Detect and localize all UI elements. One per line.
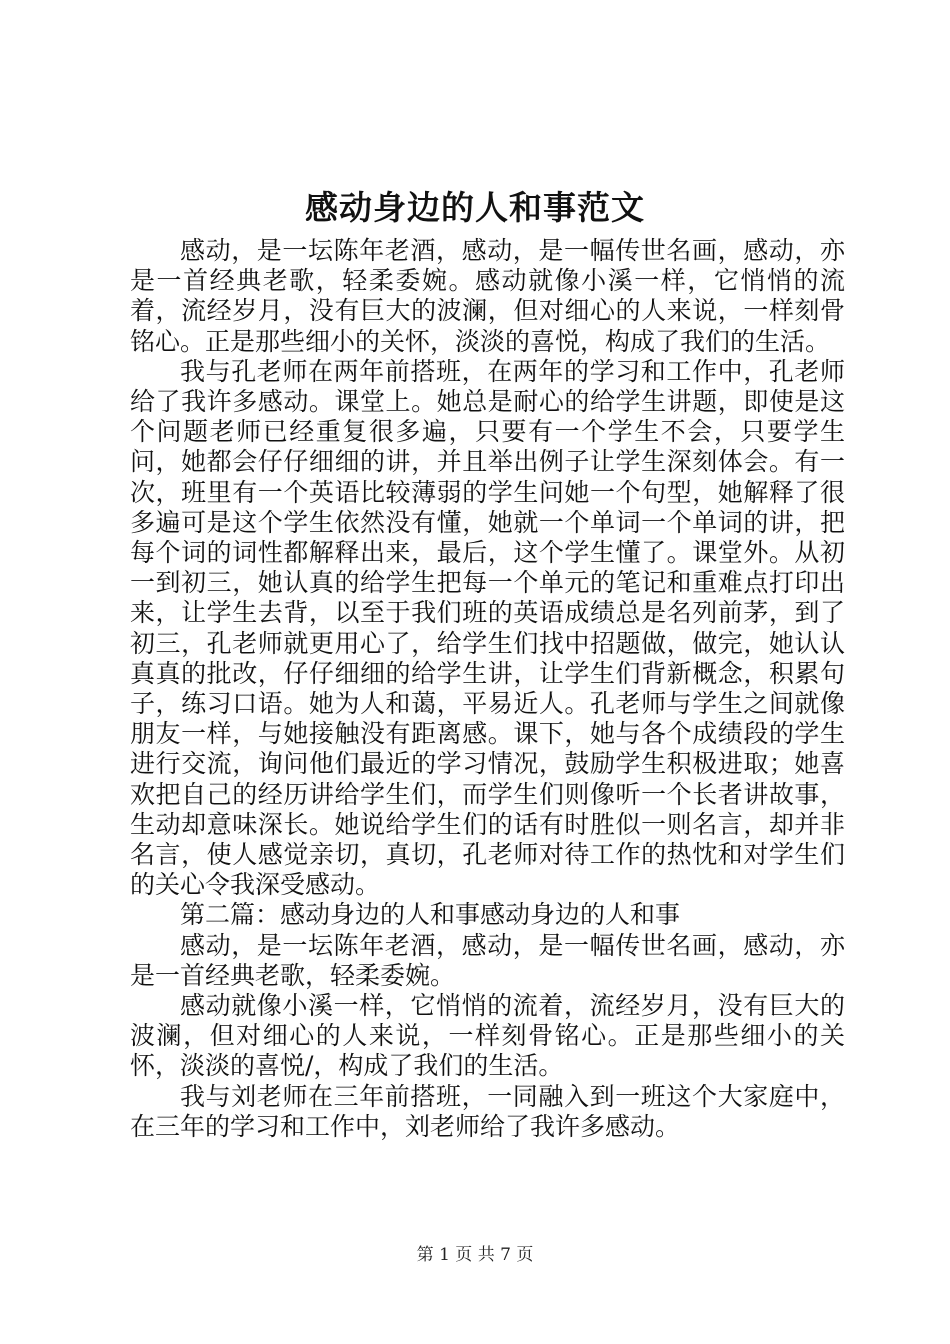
paragraph: 我与刘老师在三年前搭班，一同融入到一班这个大家庭中，在三年的学习和工作中，刘老师给了我许多感动。	[130, 1081, 845, 1141]
paragraph: 感动，是一坛陈年老酒，感动，是一幅传世名画，感动，亦是一首经典老歌，轻柔委婉。感动就像小溪一样，它悄悄的流着，流经岁月，没有巨大的波澜，但对细心的人来说，一样刻骨铭心。正是那些细小的关怀，淡淡的喜悦，构成了我们的生活。	[130, 236, 845, 356]
paragraph: 感动就像小溪一样，它悄悄的流着，流经岁月，没有巨大的波澜，但对细心的人来说，一样刻骨铭心。正是那些细小的关怀，淡淡的喜悦/，构成了我们的生活。	[130, 991, 845, 1081]
document-body	[130, 236, 845, 1142]
document-title: 感动身边的人和事范文	[305, 188, 645, 227]
paragraph: 我与孔老师在两年前搭班，在两年的学习和工作中，孔老师给了我许多感动。课堂上。她总是耐心的给学生讲题，即使是这个问题老师已经重复很多遍，只要有一个学生不会，只要学生问，她都会仔仔细细的讲，并且举出例子让学生深刻体会。有一次，班里有一个英语比较薄弱的学生问她一个句型，她解释了很多遍可是这个学生依然没有懂，她就一个单词一个单词的讲，把每个词的词性都解释出来，最后，这个学生懂了。课堂外。从初一到初三，她认真的给学生把每一个单元的笔记和重难点打印出来，让学生去背，以至于我们班的英语成绩总是名列前茅，到了初三，孔老师就更用心了，给学生们找中招题做，做完，她认认真真的批改，仔仔细细的给学生讲，让学生们背新概念，积累句子，练习口语。她为人和蔼，平易近人。孔老师与学生之间就像朋友一样，与她接触没有距离感。课下，她与各个成绩段的学生进行交流，询问他们最近的学习情况，鼓励学生积极进取；她喜欢把自己的经历讲给学生们，而学生们则像听一个长者讲故事，生动却意味深长。她说给学生们的话有时胜似一则名言，却并非名言，使人感觉亲切，真切，孔老师对待工作的热忱和对学生们的关心令我深受感动。	[130, 356, 845, 900]
page-number-footer: 第 1 页 共 7 页	[416, 1245, 534, 1265]
paragraph: 感动，是一坛陈年老酒，感动，是一幅传世名画，感动，亦是一首经典老歌，轻柔委婉。	[130, 930, 845, 990]
section-heading: 第二篇：感动身边的人和事感动身边的人和事	[180, 900, 681, 930]
